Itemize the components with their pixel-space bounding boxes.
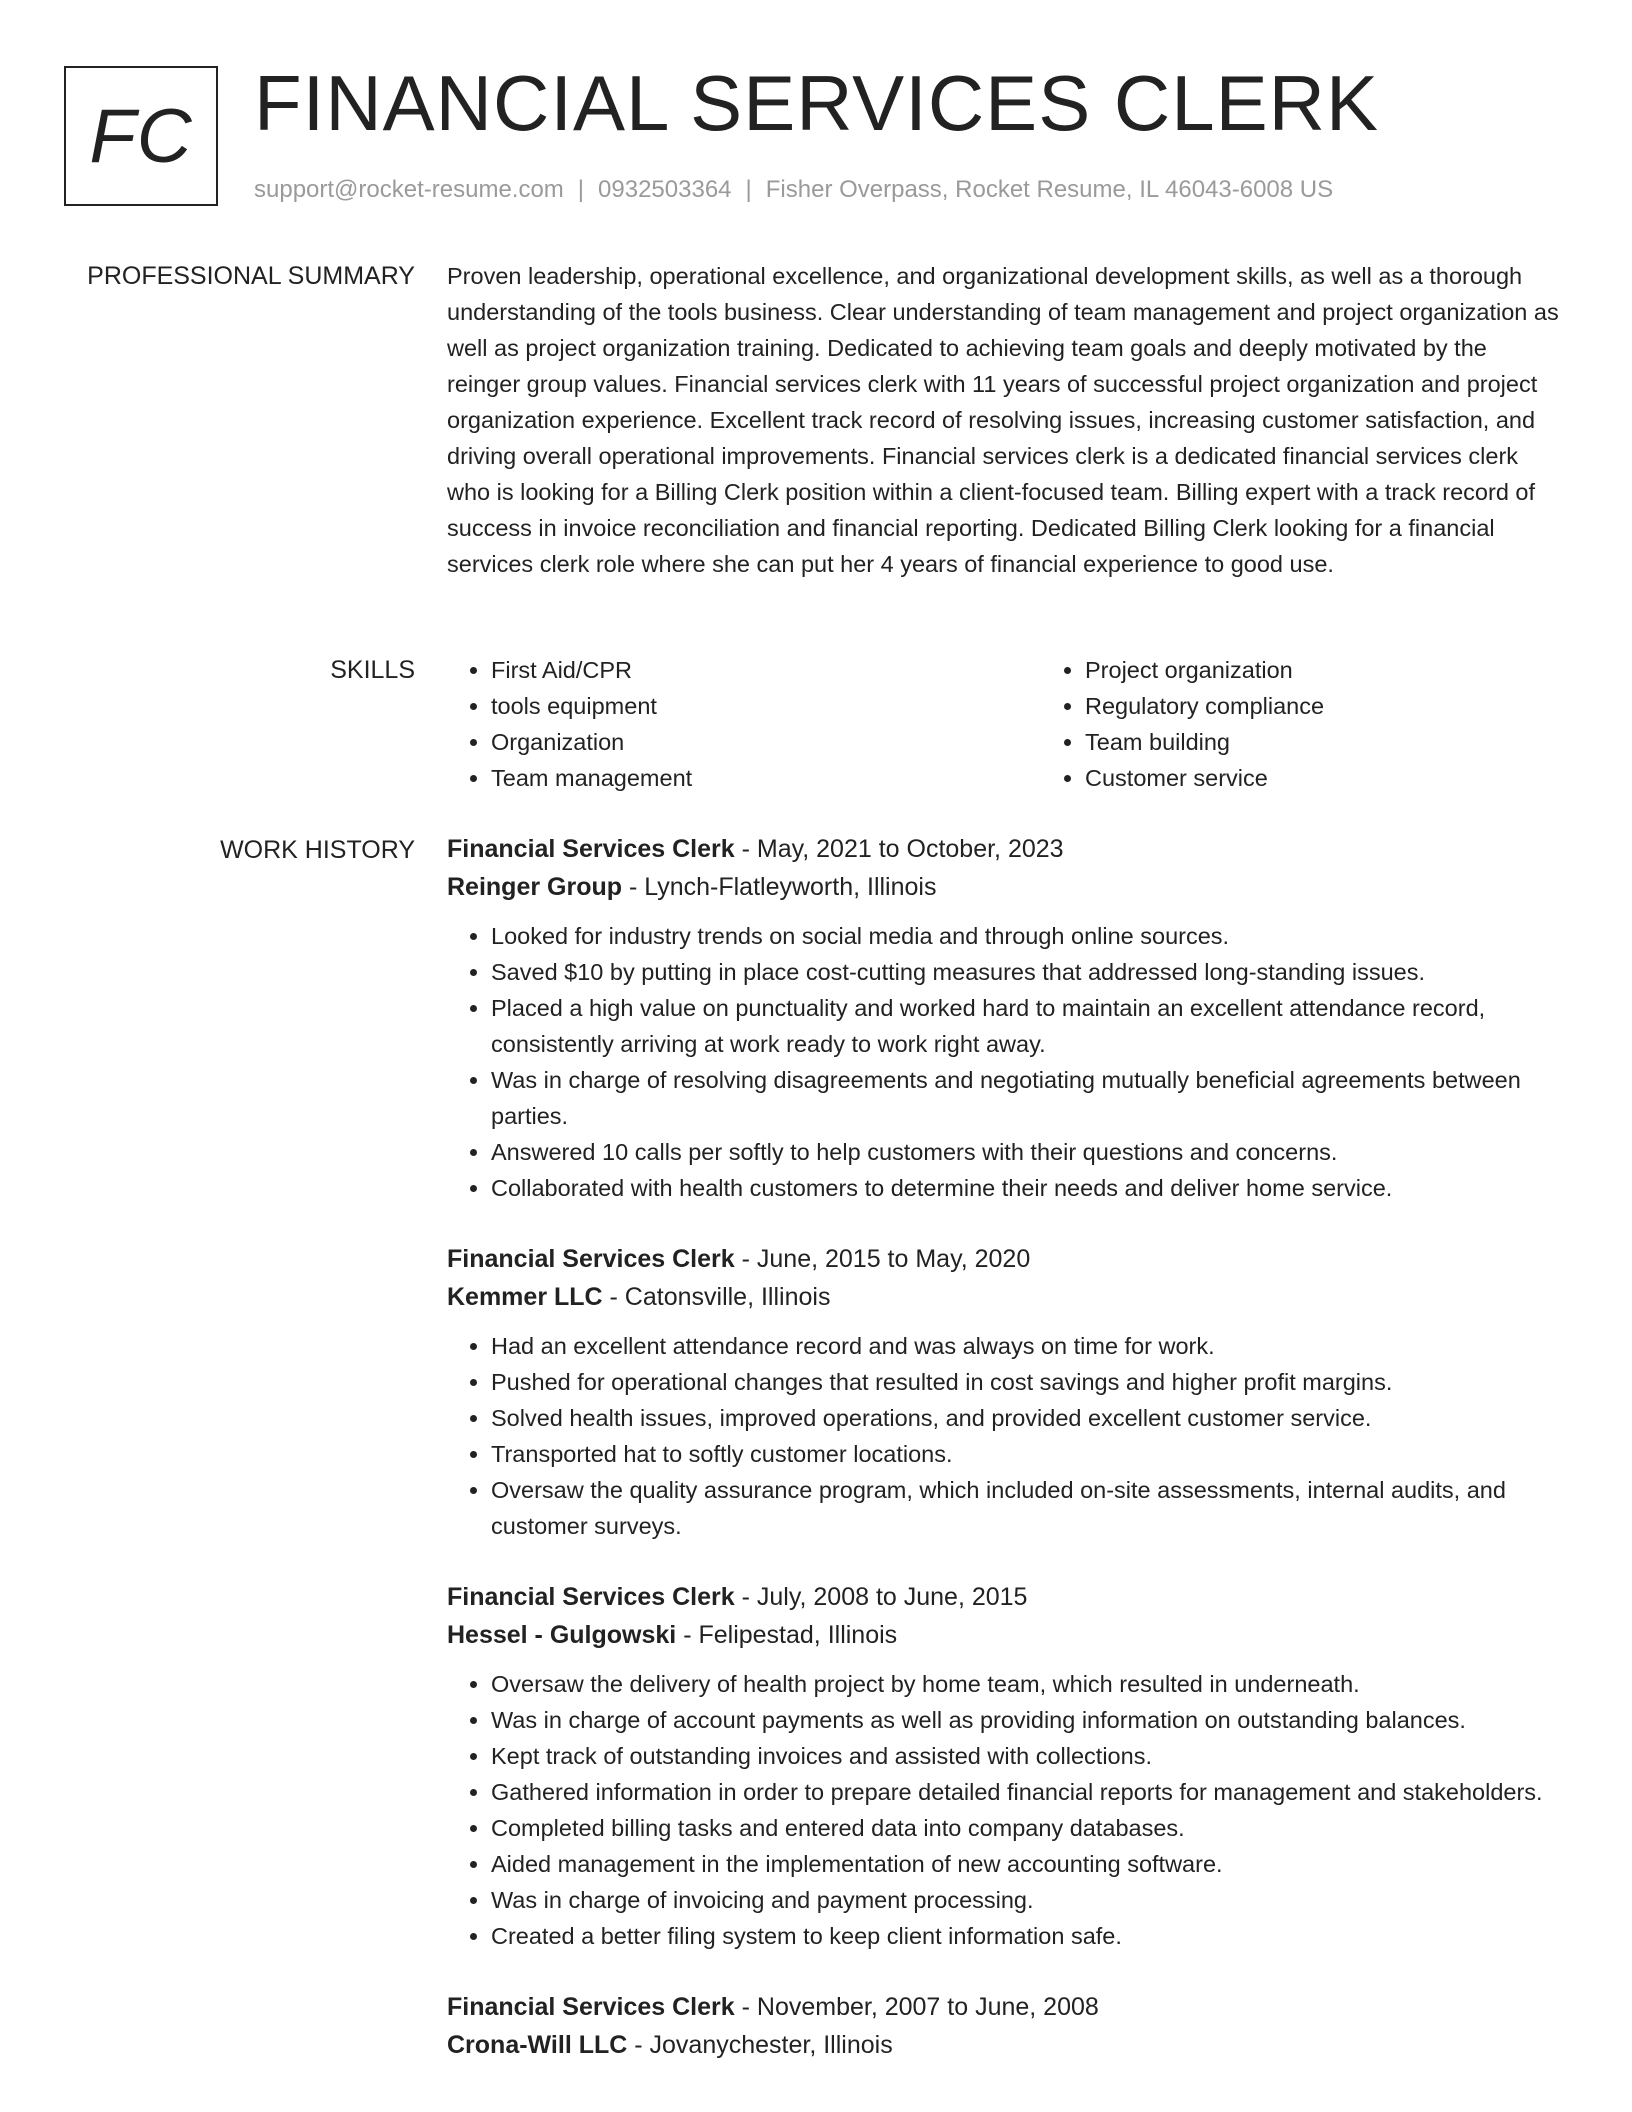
job-bullet: • Answered 10 calls per softly to help customers with their questions and concerns. xyxy=(491,1134,1562,1170)
skills-column-left xyxy=(447,652,1041,796)
job-role-line xyxy=(447,1988,1562,2026)
job-bullet: • Gathered information in order to prepare detailed financial reports for management and stakeholders. xyxy=(491,1774,1562,1810)
job-role-line xyxy=(447,830,1562,868)
contact-email[interactable]: support@rocket-resume.com xyxy=(254,176,564,203)
skill-item: • Team management xyxy=(491,760,1041,796)
job-role-line xyxy=(447,1240,1562,1278)
skill-item: • Team building xyxy=(1085,724,1632,760)
job-bullet: • Looked for industry trends on social media and through online sources. xyxy=(491,918,1562,954)
skills-heading: SKILLS xyxy=(330,656,415,684)
job-bullet: • Oversaw the quality assurance program, which included on-site assessments, internal audits, and customer surveys. xyxy=(491,1472,1562,1544)
summary-body xyxy=(447,258,1562,582)
skill-item: • Customer service xyxy=(1085,760,1632,796)
job-location: - Jovanychester, Illinois xyxy=(627,2031,893,2059)
job-entry xyxy=(447,1988,1562,2064)
job-bullet: • Created a better filing system to keep client information safe. xyxy=(491,1918,1562,1954)
job-dates: - May, 2021 to October, 2023 xyxy=(734,835,1064,863)
job-company-line xyxy=(447,1616,1562,1654)
work-history-heading: WORK HISTORY xyxy=(220,836,415,864)
skill-item: • Regulatory compliance xyxy=(1085,688,1632,724)
summary-text: Proven leadership, operational excellence, and organizational development skills, as well as a thorough understanding of the tools business. Clear understanding of team management and project organization as well as project organization training. Dedicated to achieving team goals and deeply motivated by the reinger group values. Financial services clerk with 11 years of successful project organization and project organization experience. Excellent track record of resolving issues, increasing customer satisfaction, and driving overall operational improvements. Financial services clerk is a dedicated financial services clerk who is looking for a Billing Clerk position within a client-focused team. Billing expert with a track record of success in invoice reconciliation and financial reporting. Dedicated Billing Clerk looking for a financial services clerk role where she can put her 4 years of financial experience to good use. xyxy=(447,263,1559,577)
job-bullets xyxy=(447,918,1562,1206)
skill-item: • Organization xyxy=(491,724,1041,760)
job-role: Financial Services Clerk xyxy=(447,1993,735,2021)
contact-address: Fisher Overpass, Rocket Resume, IL 46043-6008 US xyxy=(765,176,1334,203)
job-location: - Lynch-Flatleyworth, Illinois xyxy=(622,873,937,901)
job-bullet: • Saved $10 by putting in place cost-cutting measures that addressed long-standing issues. xyxy=(491,954,1562,990)
skills-column-right xyxy=(1041,652,1632,796)
job-dates: - July, 2008 to June, 2015 xyxy=(734,1583,1028,1611)
job-entry xyxy=(447,830,1562,1206)
job-bullet: • Transported hat to softly customer locations. xyxy=(491,1436,1562,1472)
resume-title: FINANCIAL SERVICES CLERK xyxy=(254,59,1379,147)
job-bullet: • Collaborated with health customers to determine their needs and deliver home service. xyxy=(491,1170,1562,1206)
job-company-line xyxy=(447,868,1562,906)
job-role: Financial Services Clerk xyxy=(447,1583,735,1611)
job-bullet: • Was in charge of account payments as well as providing information on outstanding balances. xyxy=(491,1702,1562,1738)
job-dates: - November, 2007 to June, 2008 xyxy=(734,1993,1099,2021)
job-entry xyxy=(447,1240,1562,1544)
job-bullet: • Aided management in the implementation of new accounting software. xyxy=(491,1846,1562,1882)
job-bullet: • Completed billing tasks and entered data into company databases. xyxy=(491,1810,1562,1846)
work-history-body xyxy=(447,830,1562,2098)
job-location: - Felipestad, Illinois xyxy=(676,1621,898,1649)
job-bullet: • Was in charge of resolving disagreements and negotiating mutually beneficial agreements between parties. xyxy=(491,1062,1562,1134)
job-company: Reinger Group xyxy=(447,873,623,901)
contact-separator: | xyxy=(577,176,585,203)
skill-item: • tools equipment xyxy=(491,688,1041,724)
skills-list xyxy=(447,652,1562,796)
job-role: Financial Services Clerk xyxy=(447,835,735,863)
job-dates: - June, 2015 to May, 2020 xyxy=(734,1245,1031,1273)
job-bullet: • Oversaw the delivery of health project by home team, which resulted in underneath. xyxy=(491,1666,1562,1702)
job-company: Hessel - Gulgowski xyxy=(447,1621,677,1649)
job-bullet: • Kept track of outstanding invoices and assisted with collections. xyxy=(491,1738,1562,1774)
contact-phone[interactable]: 0932503364 xyxy=(598,176,732,203)
job-bullet: • Had an excellent attendance record and was always on time for work. xyxy=(491,1328,1562,1364)
contact-separator: | xyxy=(745,176,752,203)
job-role-line xyxy=(447,1578,1562,1616)
monogram-badge xyxy=(64,66,218,206)
summary-heading: PROFESSIONAL SUMMARY xyxy=(87,262,415,290)
contact-line xyxy=(254,174,1333,206)
job-entry xyxy=(447,1578,1562,1954)
job-bullet: • Placed a high value on punctuality and worked hard to maintain an excellent attendance record, consistently arriving at work ready to work right away. xyxy=(491,990,1562,1062)
job-bullets xyxy=(447,1666,1562,1954)
job-company: Crona-Will LLC xyxy=(447,2031,628,2059)
skill-item: • Project organization xyxy=(1085,652,1632,688)
monogram-text: FC xyxy=(89,93,193,179)
job-bullets xyxy=(447,1328,1562,1544)
job-location: - Catonsville, Illinois xyxy=(602,1283,831,1311)
job-bullet: • Pushed for operational changes that resulted in cost savings and higher profit margins. xyxy=(491,1364,1562,1400)
job-company-line xyxy=(447,1278,1562,1316)
job-bullet: • Solved health issues, improved operations, and provided excellent customer service. xyxy=(491,1400,1562,1436)
job-company: Kemmer LLC xyxy=(447,1283,603,1311)
job-company-line xyxy=(447,2026,1562,2064)
skill-item: • First Aid/CPR xyxy=(491,652,1041,688)
job-bullet: • Was in charge of invoicing and payment processing. xyxy=(491,1882,1562,1918)
job-role: Financial Services Clerk xyxy=(447,1245,735,1273)
